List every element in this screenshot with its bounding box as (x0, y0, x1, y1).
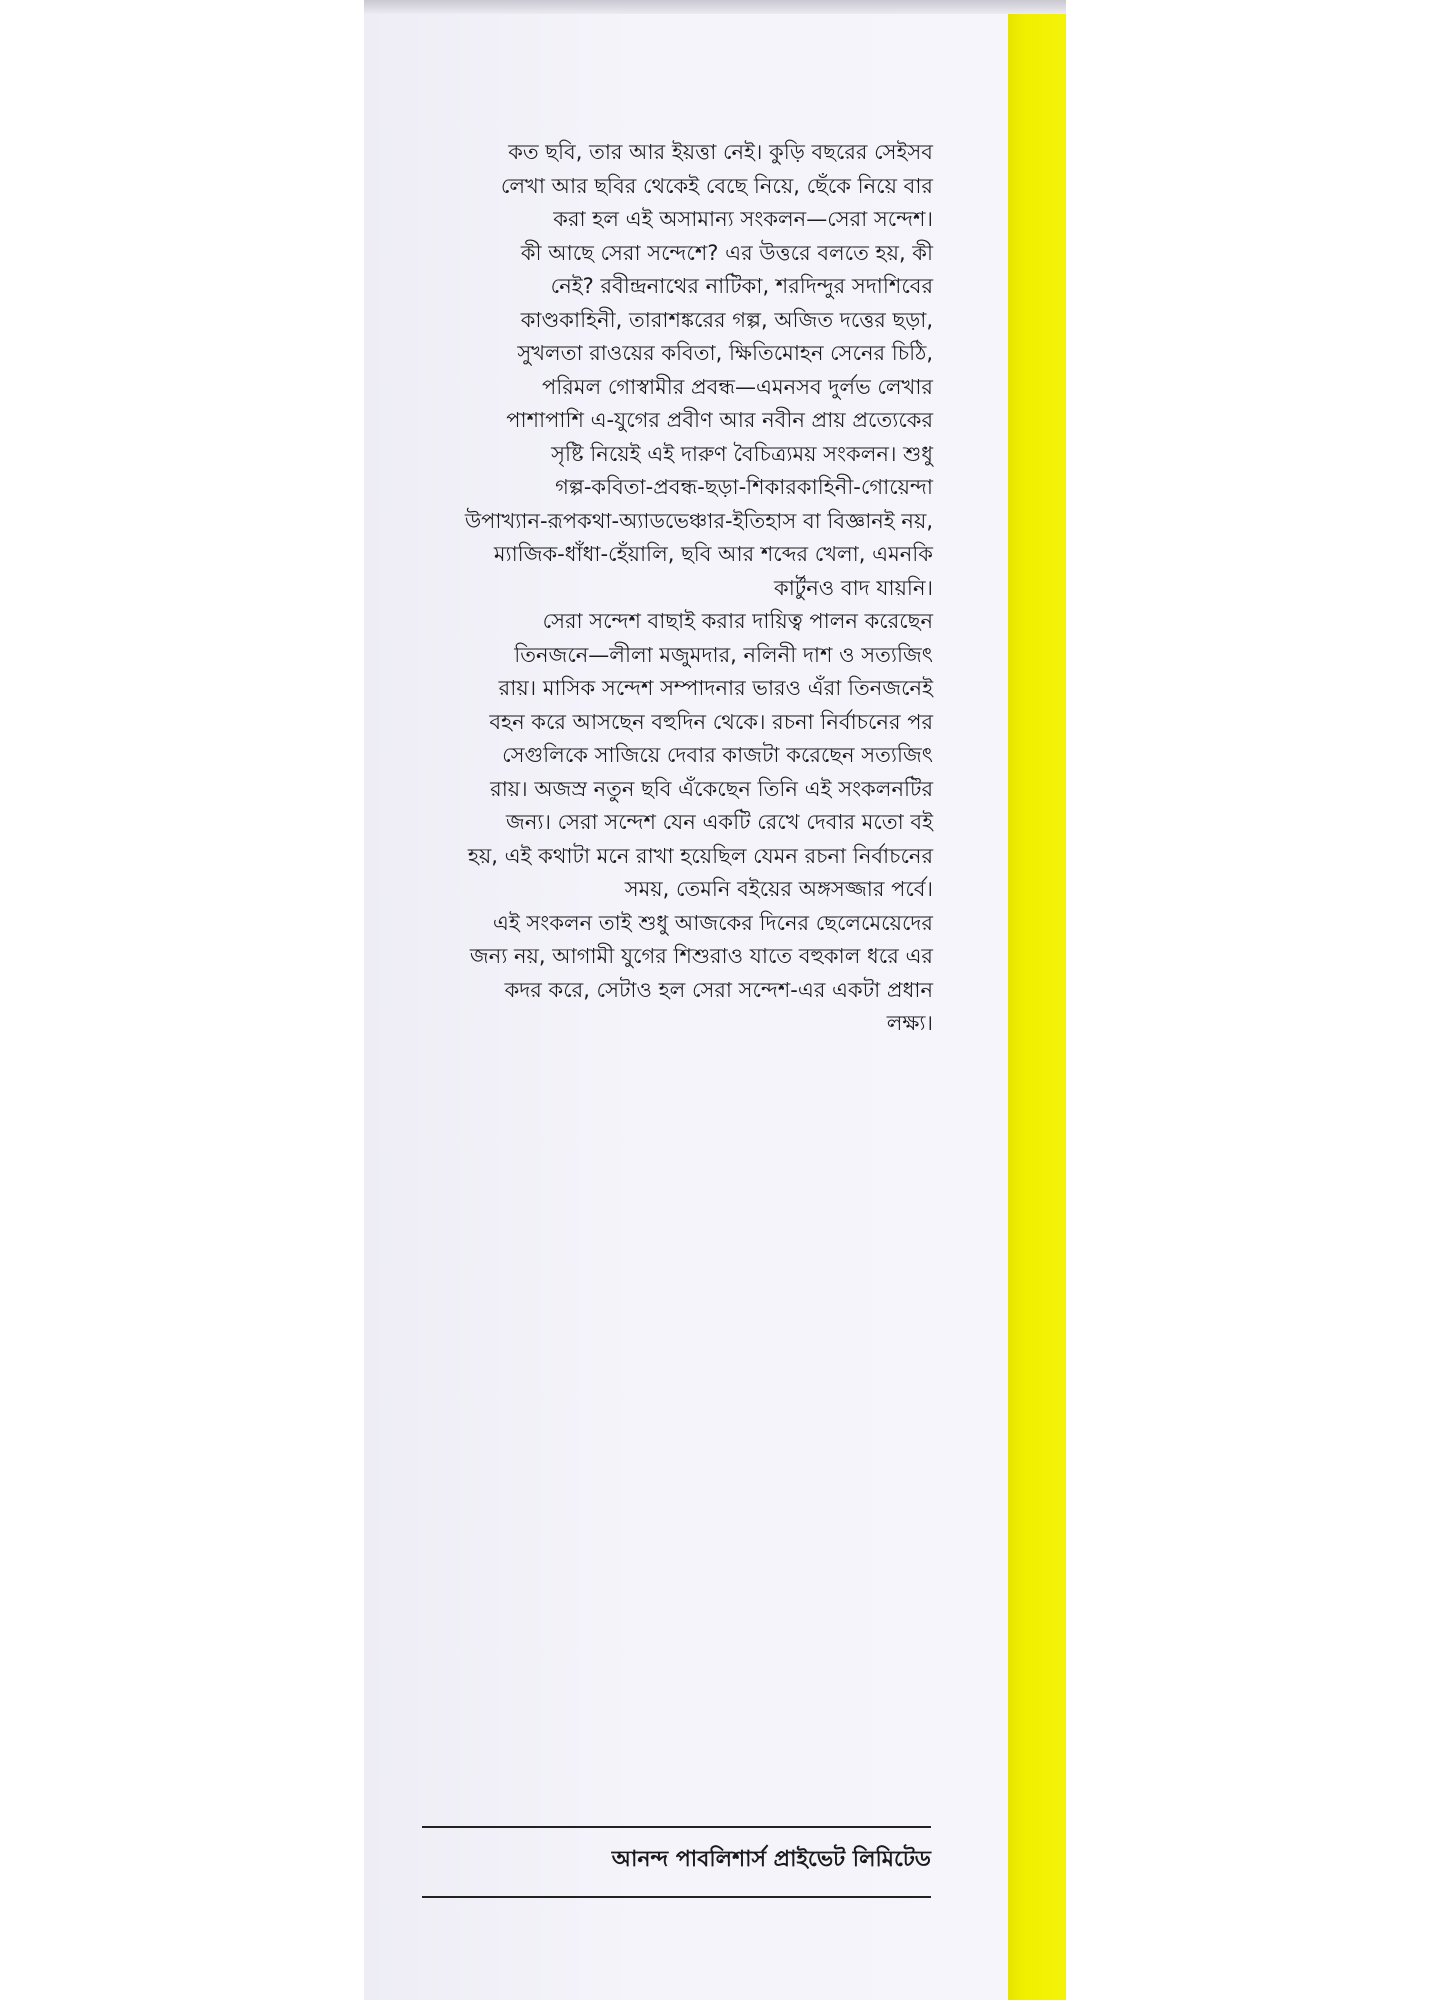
blurb-line: কী আছে সেরা সন্দেশে? এর উত্তরে বলতে হয়, কী (520, 240, 933, 265)
blurb-line: ম্যাজিক-ধাঁধা-হেঁয়ালি, ছবি আর শব্দের খেলা, এমনকি (493, 542, 933, 566)
blurb-line: গল্প-কবিতা-প্রবন্ধ-ছড়া-শিকারকাহিনী-গোয়েন্দা (555, 475, 933, 499)
blurb-line: কাণ্ডকাহিনী, তারাশঙ্করের গল্প, অজিত দত্তের ছড়া, (520, 307, 933, 332)
imprint-rule-top (422, 1826, 931, 1828)
blurb-line: সুখলতা রাওয়ের কবিতা, ক্ষিতিমোহন সেনের চিঠি, (517, 341, 933, 365)
blurb-line: পরিমল গোস্বামীর প্রবন্ধ—এমনসব দুর্লভ লেখার (542, 374, 933, 399)
blurb-line: পাশাপাশি এ-যুগের প্রবীণ আর নবীন প্রায় প্রত্যেকের (506, 408, 933, 432)
blurb-line: সৃষ্টি নিয়েই এই দারুণ বৈচিত্র্যময় সংকলন। শুধু (551, 441, 933, 466)
blurb-line: করা হল এই অসামান্য সংকলন—সেরা সন্দেশ। (553, 207, 933, 231)
blurb-line: জন্য। সেরা সন্দেশ যেন একটি রেখে দেবার মতো বই (506, 810, 933, 834)
flap-blurb-text (428, 136, 933, 1041)
blurb-line: সেগুলিকে সাজিয়ে দেবার কাজটা করেছেন সত্যজিৎ (502, 743, 933, 767)
imprint-rule-bottom (422, 1896, 931, 1898)
blurb-line: জন্য নয়, আগামী যুগের শিশুরাও যাতে বহুকাল ধরে এর (469, 944, 933, 968)
blurb-line: লক্ষ্য। (886, 1011, 933, 1035)
blurb-line: হয়, এই কথাটা মনে রাখা হয়েছিল যেমন রচনা নির্বাচনের (467, 843, 933, 868)
blurb-line: এই সংকলন তাই শুধু আজকের দিনের ছেলেমেয়েদের (492, 910, 933, 935)
flap-top-edge (364, 0, 1066, 14)
blurb-line: কত ছবি, তার আর ইয়ত্তা নেই। কুড়ি বছরের সেইসব (508, 140, 933, 164)
blurb-line: সময়, তেমনি বইয়ের অঙ্গসজ্জার পর্বে। (624, 877, 933, 901)
blurb-line: কার্টুনও বাদ যায়নি। (774, 575, 933, 600)
blurb-line: বহন করে আসছেন বহুদিন থেকে। রচনা নির্বাচনের পর (489, 709, 933, 734)
blurb-line: তিনজনে—লীলা মজুমদার, নলিনী দাশ ও সত্যজিৎ (514, 642, 933, 667)
blurb-line: কদর করে, সেটাও হল সেরা সন্দেশ-এর একটা প্রধান (504, 977, 933, 1002)
blurb-line: উপাখ্যান-রূপকথা-অ্যাডভেঞ্চার-ইতিহাস বা বিজ্ঞানই নয়, (464, 508, 933, 533)
blurb-line: রায়। অজস্র নতুন ছবি এঁকেছেন তিনি এই সংকলনটির (490, 776, 933, 801)
blurb-line: রায়। মাসিক সন্দেশ সম্পাদনার ভারও এঁরা তিনজনেই (498, 676, 933, 700)
publisher-name: আনন্দ পাবলিশার্স প্রাইভেট লিমিটেড (611, 1847, 931, 1872)
blurb-line: সেরা সন্দেশ বাছাই করার দায়িত্ব পালন করেছেন (542, 609, 933, 633)
blurb-line: নেই? রবীন্দ্রনাথের নাটিকা, শরদিন্দুর সদাশিবের (550, 274, 933, 298)
blurb-line: লেখা আর ছবির থেকেই বেছে নিয়ে, ছেঁকে নিয়ে বার (500, 173, 933, 198)
yellow-spine-band (1008, 14, 1066, 2000)
